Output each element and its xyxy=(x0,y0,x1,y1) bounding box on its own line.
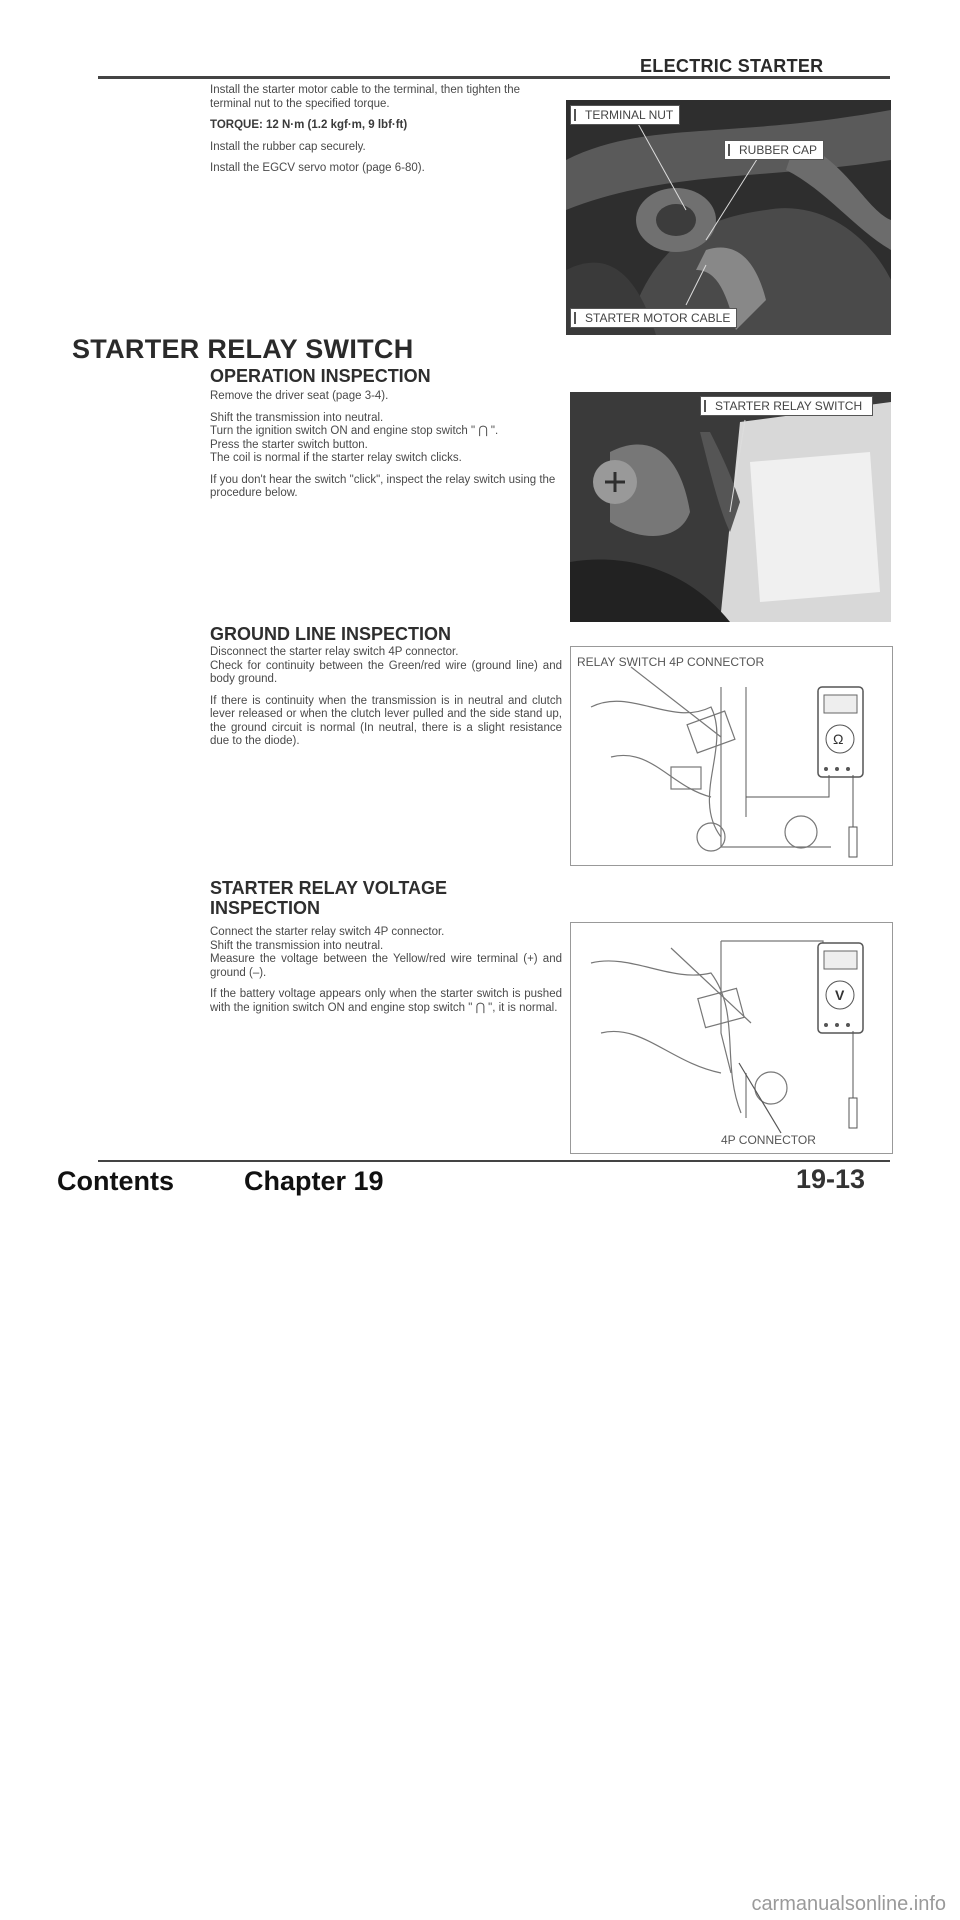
ground-instructions xyxy=(210,646,562,757)
terminal-nut-callout: TERMINAL NUT xyxy=(570,105,680,125)
voltage-paragraph: Shift the transmission into neutral. xyxy=(210,939,384,952)
ground-line-diagram xyxy=(570,646,893,866)
ground-paragraph: Disconnect the starter relay switch 4P connector. xyxy=(210,646,459,658)
section-header-title: ELECTRIC STARTER xyxy=(640,56,824,76)
voltage-paragraph: If the battery voltage appears only when the starter switch is pushed with the ignition switch ON and engine stop switch " ⋂ ", it is normal. xyxy=(210,988,562,1014)
rubber-cap-callout: RUBBER CAP xyxy=(724,140,824,160)
ohm-meter-symbol: Ω xyxy=(833,731,844,747)
voltage-paragraph: Measure the voltage between the Yellow/red wire terminal (+) and ground (–). xyxy=(210,953,562,979)
operation-paragraph: Press the starter switch button. xyxy=(210,438,368,451)
footer-rule xyxy=(98,1160,890,1162)
site-watermark: carmanualsonline.info xyxy=(751,1893,946,1915)
4p-connector-label: 4P CONNECTOR xyxy=(721,1133,816,1147)
ground-paragraph: Check for continuity between the Green/red wire (ground line) and body ground. xyxy=(210,659,562,685)
operation-paragraph: Remove the driver seat (page 3-4). xyxy=(210,390,389,402)
contents-link[interactable]: Contents xyxy=(57,1166,174,1196)
voltage-inspection-title xyxy=(210,878,447,918)
terminal-instructions xyxy=(210,84,562,184)
voltage-title-line1: STARTER RELAY VOLTAGE xyxy=(210,878,448,898)
relay-switch-4p-connector-label: RELAY SWITCH 4P CONNECTOR xyxy=(577,655,765,669)
starter-relay-switch-callout: STARTER RELAY SWITCH xyxy=(700,396,873,416)
terminal-paragraph: Install the rubber cap securely. xyxy=(210,140,366,153)
torque-spec: TORQUE: 12 N·m (1.2 kgf·m, 9 lbf·ft) xyxy=(210,119,408,131)
terminal-paragraph: Install the starter motor cable to the terminal, then tighten the terminal nut to the specified torque. xyxy=(210,84,521,110)
chapter-link[interactable]: Chapter 19 xyxy=(244,1166,384,1196)
operation-paragraph: Shift the transmission into neutral. xyxy=(210,411,384,424)
operation-paragraph: If you don't hear the switch "click", inspect the relay switch using the procedure below. xyxy=(210,473,556,499)
starter-relay-switch-title: STARTER RELAY SWITCH xyxy=(72,334,414,364)
voltage-diagram xyxy=(570,922,893,1154)
operation-paragraph: Turn the ignition switch ON and engine stop switch " ⋂ ". xyxy=(210,425,499,437)
page-number: 19-13 xyxy=(796,1164,866,1194)
header-rule xyxy=(98,76,890,79)
starter-motor-cable-callout: STARTER MOTOR CABLE xyxy=(570,308,737,328)
operation-paragraph: The coil is normal if the starter relay switch clicks. xyxy=(210,452,462,464)
voltage-instructions xyxy=(210,926,562,1023)
relay-switch-photo xyxy=(570,392,891,622)
operation-instructions xyxy=(210,390,562,509)
volt-meter-symbol: V xyxy=(835,987,845,1003)
ground-line-inspection-title: GROUND LINE INSPECTION xyxy=(210,624,452,644)
terminal-paragraph: Install the EGCV servo motor (page 6-80). xyxy=(210,162,425,174)
terminal-photo xyxy=(566,100,891,335)
voltage-title-line2: INSPECTION xyxy=(210,898,321,918)
ground-paragraph: If there is continuity when the transmission is in neutral and clutch lever released or when the clutch lever pulled and the side stand up, the ground circuit is normal (In neutral, there is a slight resistance due to the diode). xyxy=(210,694,562,747)
operation-inspection-title: OPERATION INSPECTION xyxy=(210,366,431,386)
voltage-paragraph: Connect the starter relay switch 4P connector. xyxy=(210,926,445,938)
